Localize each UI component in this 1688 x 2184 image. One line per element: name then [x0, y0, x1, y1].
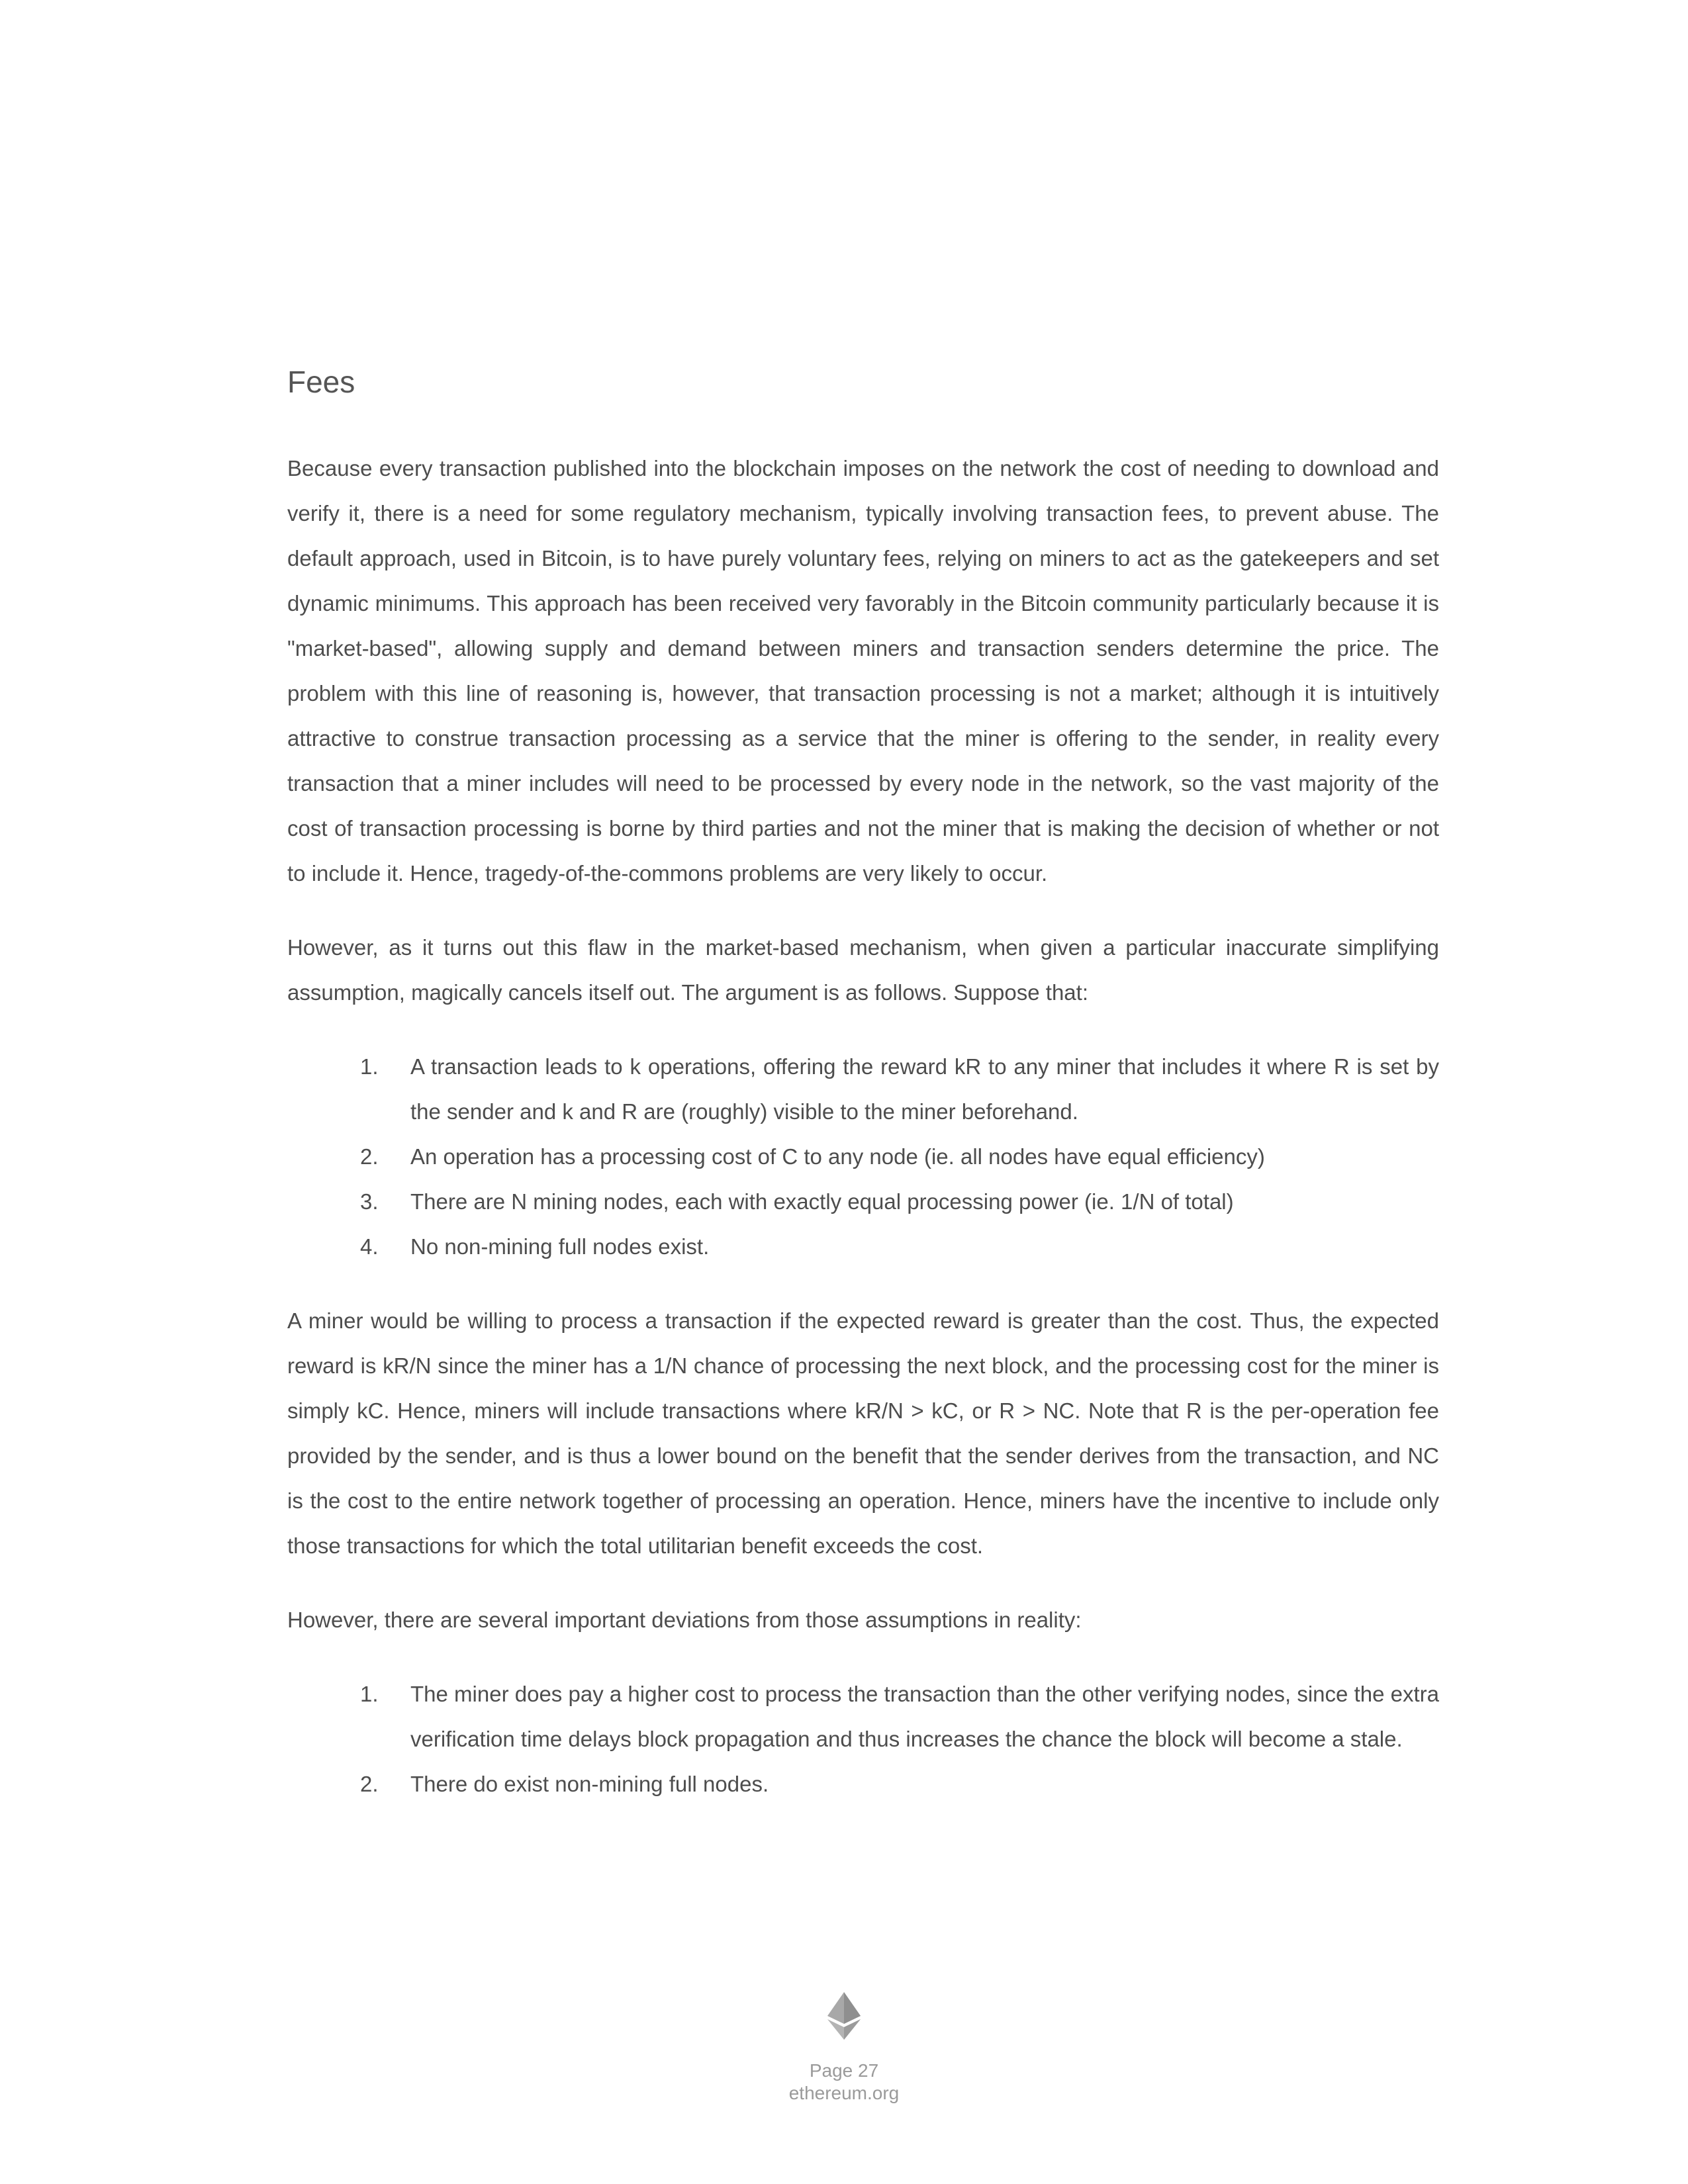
assumptions-list — [287, 1044, 1439, 1269]
paragraph-deviations-intro: However, there are several important deviations from those assumptions in reality: — [287, 1607, 1082, 1632]
list-item-number: 2. — [360, 1771, 379, 1796]
list-item — [360, 1134, 1439, 1179]
list-item — [360, 1672, 1439, 1762]
list-item-text: There do exist non-mining full nodes. — [410, 1771, 769, 1796]
list-item-number: 2. — [360, 1144, 379, 1169]
list-item-number: 1. — [360, 1054, 379, 1079]
list-item-text: The miner does pay a higher cost to process the transaction than the other verifying nodes, since the extra verification time delays block propagation and thus increases the chance the block will become a stale. — [410, 1681, 1439, 1751]
ethereum-diamond-icon — [827, 1992, 861, 2040]
paragraph-fees-intro: Because every transaction published into the blockchain imposes on the network the cost of needing to download and verify it, there is a need for some regulatory mechanism, typically involving transaction fees, to prevent abuse. The default approach, used in Bitcoin, is to have purely voluntary fees, relying on miners to act as the gatekeepers and set dynamic minimums. This approach has been received very favorably in the Bitcoin community particularly because it is "market-based", allowing supply and demand between miners and transaction senders determine the price. The problem with this line of reasoning is, however, that transaction processing is not a market; although it is intuitively attractive to construe transaction processing as a service that the miner is offering to the sender, in reality every transaction that a miner includes will need to be processed by every node in the network, so the vast majority of the cost of transaction processing is borne by third parties and not the miner that is making the decision of whether or not to include it. Hence, tragedy-of-the-commons problems are very likely to occur. — [287, 455, 1439, 886]
list-item — [360, 1044, 1439, 1134]
list-item-text: There are N mining nodes, each with exactly equal processing power (ie. 1/N of total) — [410, 1189, 1234, 1214]
list-item — [360, 1179, 1439, 1224]
paragraph-miner-incentive: A miner would be willing to process a transaction if the expected reward is greater than the cost. Thus, the expected reward is kR/N since the miner has a 1/N chance of processing the next block, and the processing cost for the miner is simply kC. Hence, miners will include transactions where kR/N > kC, or R > NC. Note that R is the per-operation fee provided by the sender, and is thus a lower bound on the benefit that the sender derives from the transaction, and NC is the cost to the entire network together of processing an operation. Hence, miners have the incentive to include only those transactions for which the total utilitarian benefit exceeds the cost. — [287, 1308, 1439, 1558]
page-footer — [0, 1992, 1688, 2105]
site-link[interactable]: ethereum.org — [788, 2083, 900, 2103]
section-heading: Fees — [287, 365, 355, 399]
list-item-number: 3. — [360, 1189, 379, 1214]
page-number: Page 27 — [809, 2060, 879, 2081]
list-item — [360, 1762, 1439, 1807]
list-item-number: 4. — [360, 1234, 379, 1259]
list-item-text: A transaction leads to k operations, offering the reward kR to any miner that includes it where R is set by the sender and k and R are (roughly) visible to the miner beforehand. — [410, 1054, 1439, 1124]
paragraph-argument-intro: However, as it turns out this flaw in the market-based mechanism, when given a particular inaccurate simplifying assumption, magically cancels itself out. The argument is as follows. Suppose that: — [287, 934, 1439, 1005]
list-item-text: An operation has a processing cost of C to any node (ie. all nodes have equal efficiency) — [410, 1144, 1265, 1169]
list-item-text: No non-mining full nodes exist. — [410, 1234, 710, 1259]
page-content — [287, 363, 1439, 1836]
deviations-list — [287, 1672, 1439, 1807]
list-item — [360, 1224, 1439, 1269]
list-item-number: 1. — [360, 1681, 379, 1706]
